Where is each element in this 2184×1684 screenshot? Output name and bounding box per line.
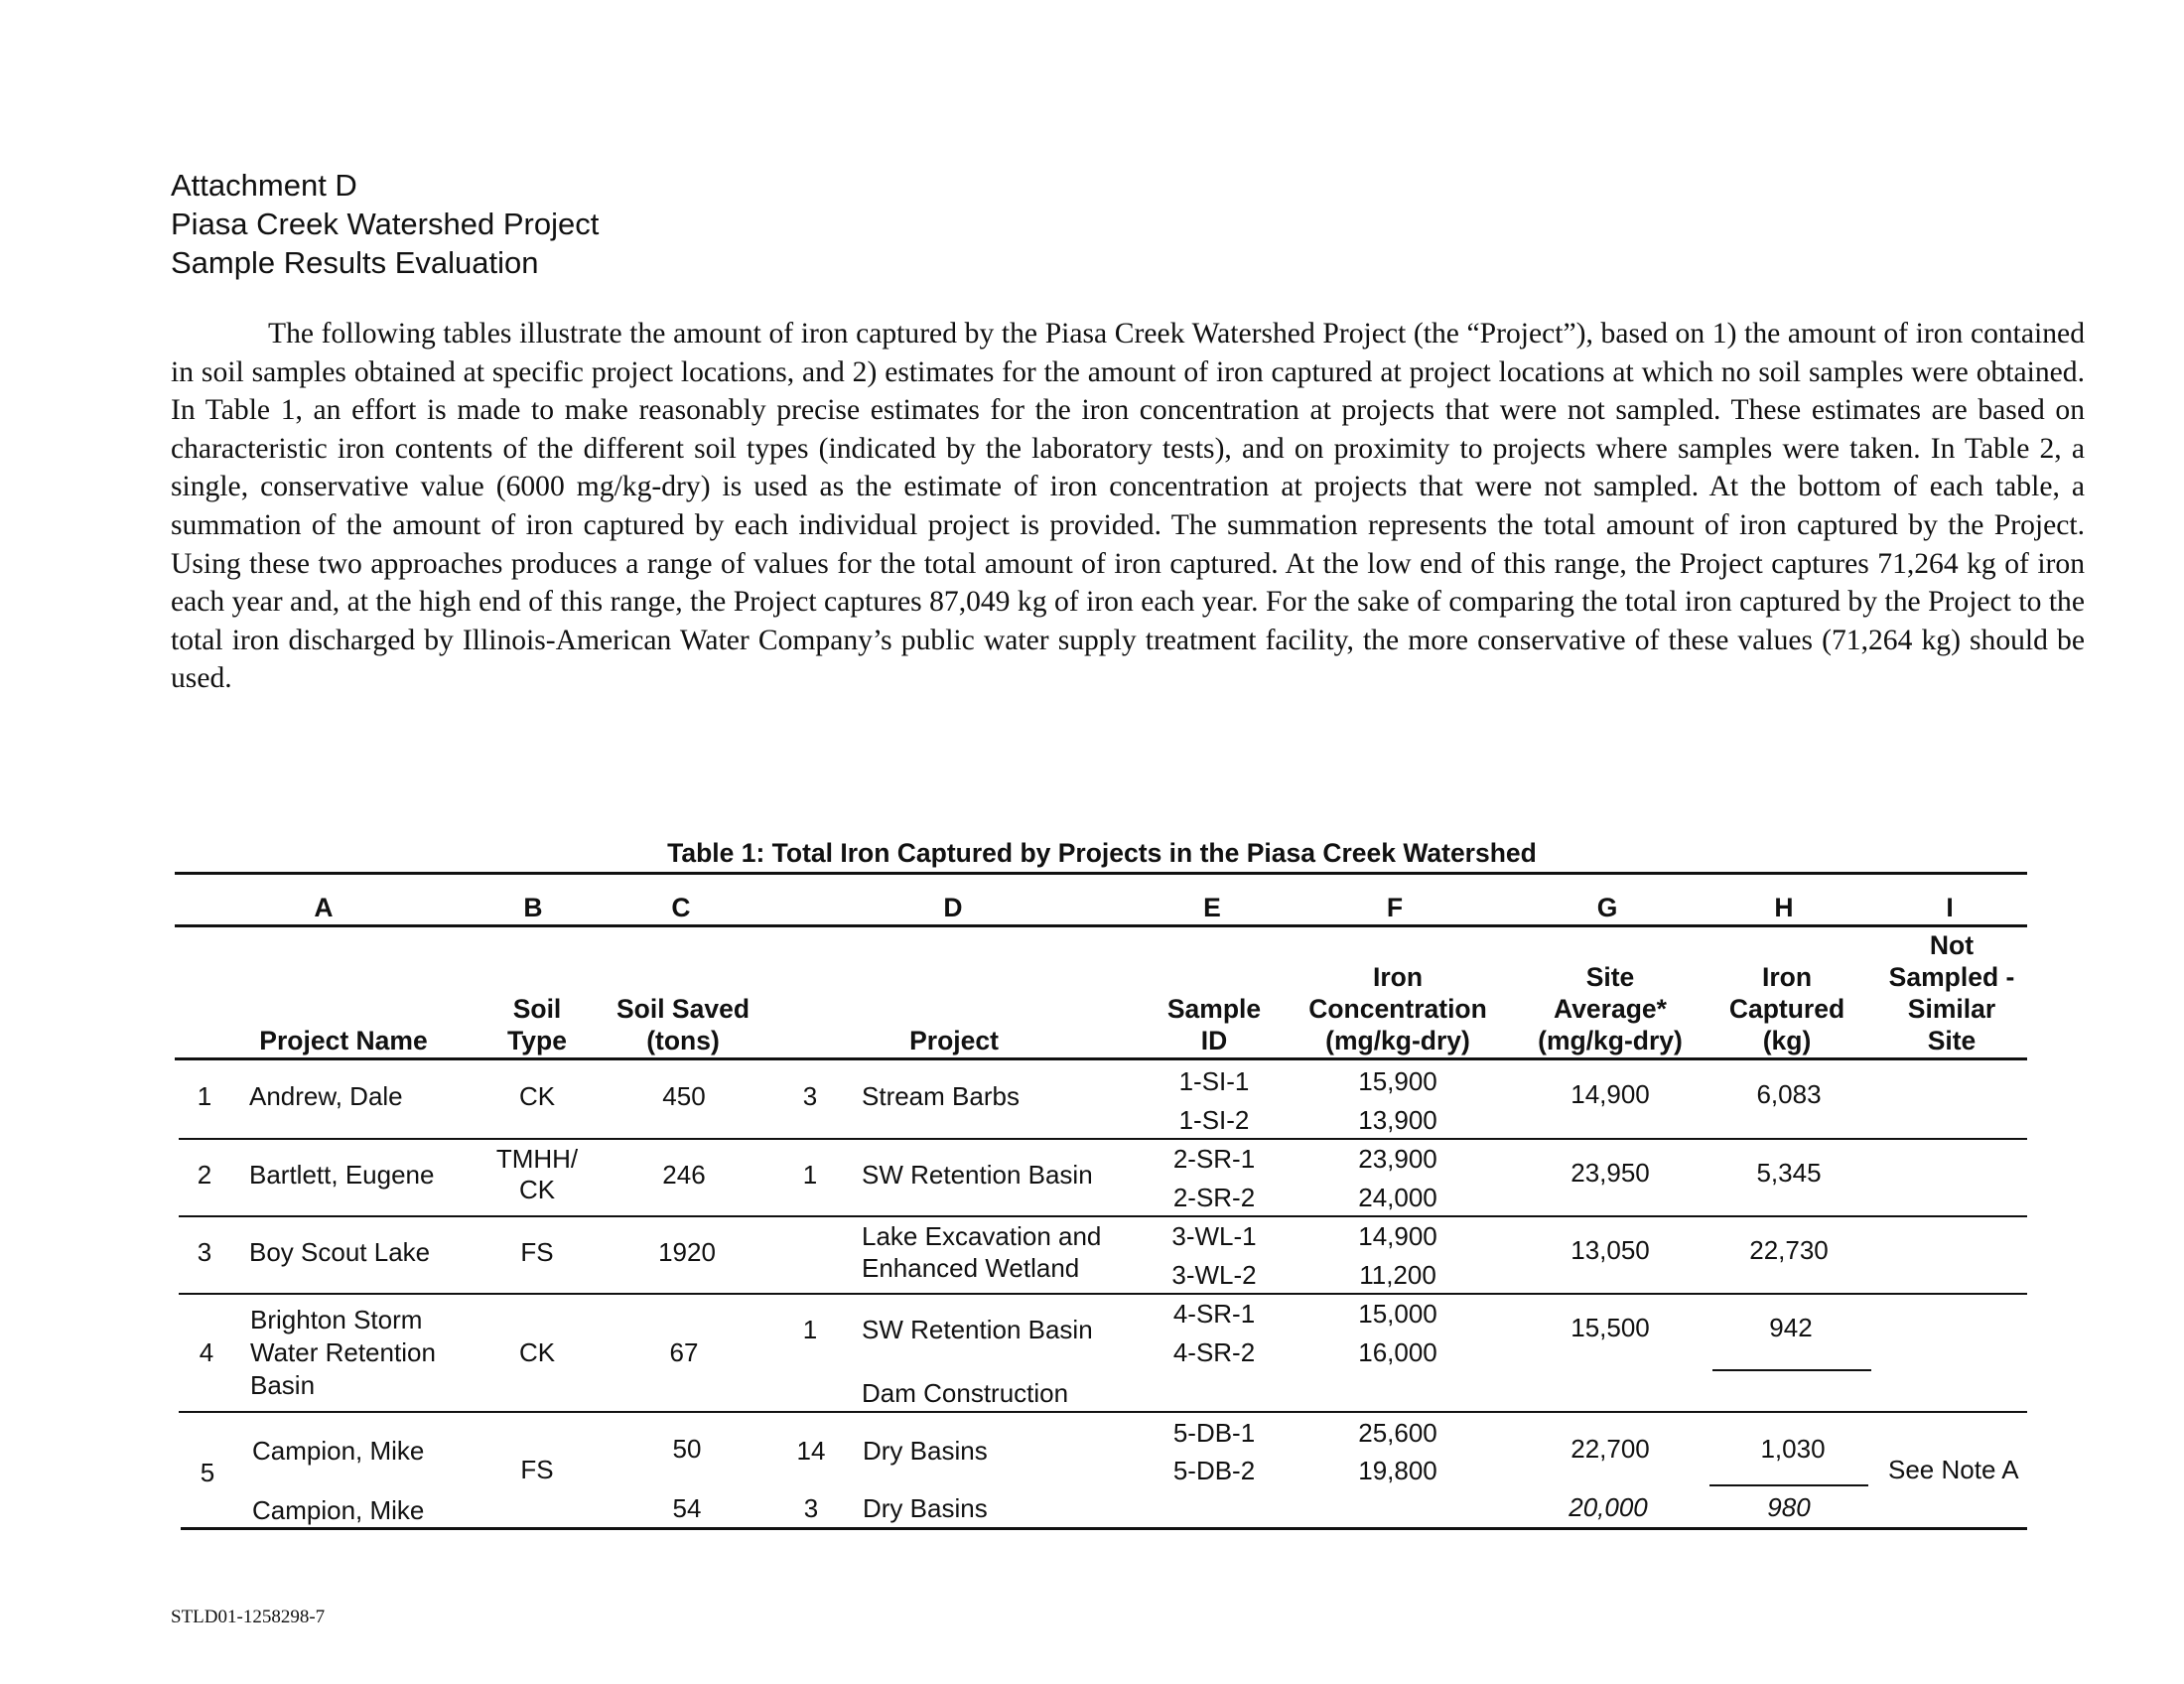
table-title: Table 1: Total Iron Captured by Projects in the Piasa Creek Watershed xyxy=(667,838,1537,868)
col-letter-f: F xyxy=(1386,893,1404,922)
row-iron-captured: 1,030 xyxy=(1760,1434,1826,1464)
row-number: 5 xyxy=(200,1458,215,1487)
header-soil-saved-unit: (tons) xyxy=(646,1026,720,1055)
table-bottom-rule xyxy=(181,1527,2027,1530)
row-project: SW Retention Basin xyxy=(862,1315,1093,1344)
row-divider xyxy=(179,1293,2027,1295)
col-letter-d: D xyxy=(943,893,963,922)
row-divider xyxy=(179,1215,2027,1217)
row-site-average: 14,900 xyxy=(1570,1079,1650,1109)
header-soil-saved: Soil Saved xyxy=(615,994,751,1024)
header-soil-type: Type xyxy=(507,1026,567,1055)
col-letter-h: H xyxy=(1774,893,1794,922)
row-concentration: 25,600 xyxy=(1358,1418,1437,1448)
row-project-count: 1 xyxy=(802,1315,818,1344)
row-project-count: 3 xyxy=(802,1081,818,1111)
row-project-name: Campion, Mike xyxy=(252,1436,425,1466)
header-captured-unit: (kg) xyxy=(1762,1026,1812,1055)
table-top-rule xyxy=(175,872,2027,875)
row-concentration: 15,000 xyxy=(1358,1299,1437,1329)
row-concentration: 24,000 xyxy=(1358,1183,1437,1212)
row-project: Enhanced Wetland xyxy=(862,1253,1080,1283)
row-soil-saved: 450 xyxy=(662,1081,706,1111)
col-letter-c: C xyxy=(671,893,691,922)
row-number: 1 xyxy=(197,1081,212,1111)
row-project: Dry Basins xyxy=(863,1493,988,1523)
row-soil-saved: 246 xyxy=(662,1160,706,1190)
row-soil-type: FS xyxy=(520,1237,554,1267)
row-site-average-estimate: 20,000 xyxy=(1569,1492,1648,1522)
header-project: Project xyxy=(909,1026,999,1055)
row-project: Dry Basins xyxy=(863,1436,988,1466)
row-concentration: 23,900 xyxy=(1358,1144,1437,1174)
row-site-average: 22,700 xyxy=(1570,1434,1650,1464)
row-concentration: 19,800 xyxy=(1358,1456,1437,1485)
row-iron-captured: 5,345 xyxy=(1756,1158,1822,1188)
subtotal-rule xyxy=(1709,1484,1868,1486)
row-soil-type: CK xyxy=(518,1081,556,1111)
header-sample: Sample xyxy=(1166,994,1262,1024)
row-project-count: 3 xyxy=(803,1493,819,1523)
row-divider xyxy=(179,1411,2027,1413)
row-soil-saved: 50 xyxy=(672,1434,702,1464)
row-site-average: 23,950 xyxy=(1570,1158,1650,1188)
row-project-name: Campion, Mike xyxy=(252,1495,425,1525)
row-iron-captured-estimate: 980 xyxy=(1767,1492,1811,1522)
row-concentration: 11,200 xyxy=(1359,1260,1436,1290)
header-sample-id: ID xyxy=(1200,1026,1228,1055)
heading-subtitle: Sample Results Evaluation xyxy=(171,245,539,280)
row-sample-id: 3-WL-2 xyxy=(1171,1260,1257,1290)
header-similar: Similar xyxy=(1907,994,1996,1024)
header-concentration-unit: (mg/kg-dry) xyxy=(1325,1026,1470,1055)
row-project: Stream Barbs xyxy=(862,1081,1020,1111)
row-project-name: Water Retention xyxy=(250,1337,436,1367)
row-soil-saved: 67 xyxy=(669,1337,699,1367)
row-note: See Note A xyxy=(1888,1455,2019,1484)
col-letter-a: A xyxy=(314,893,334,922)
row-sample-id: 2-SR-2 xyxy=(1172,1183,1256,1212)
row-concentration: 16,000 xyxy=(1358,1337,1437,1367)
row-number: 2 xyxy=(197,1160,212,1190)
heading-attachment: Attachment D xyxy=(171,168,357,203)
letters-rule xyxy=(175,924,2027,927)
header-captured: Captured xyxy=(1728,994,1845,1024)
row-iron-captured: 6,083 xyxy=(1756,1079,1822,1109)
row-sample-id: 5-DB-2 xyxy=(1172,1456,1256,1485)
row-project-count: 1 xyxy=(802,1160,818,1190)
row-concentration: 13,900 xyxy=(1358,1105,1437,1135)
header-average-unit: (mg/kg-dry) xyxy=(1538,1026,1683,1055)
row-iron-captured: 22,730 xyxy=(1749,1235,1829,1265)
header-iron-captured: Iron xyxy=(1761,962,1813,992)
col-letter-g: G xyxy=(1596,893,1618,922)
header-rule xyxy=(175,1057,2027,1060)
subtotal-rule xyxy=(1712,1369,1871,1371)
row-project-count: 14 xyxy=(796,1436,826,1466)
row-number: 3 xyxy=(197,1237,212,1267)
row-project-name: Andrew, Dale xyxy=(249,1081,403,1111)
row-sample-id: 1-SI-2 xyxy=(1178,1105,1250,1135)
row-site-average: 13,050 xyxy=(1570,1235,1650,1265)
row-concentration: 14,900 xyxy=(1358,1221,1437,1251)
header-site: Site xyxy=(1585,962,1635,992)
row-project: Lake Excavation and xyxy=(862,1221,1102,1251)
row-soil-type: CK xyxy=(518,1337,556,1367)
heading-project: Piasa Creek Watershed Project xyxy=(171,207,600,241)
row-soil-type: CK xyxy=(518,1175,556,1204)
intro-paragraph: The following tables illustrate the amount of iron captured by the Piasa Creek Watershed Project (the “Project”), based on 1) the amount of iron contained in soil samples obtained at specific project locations, and 2) estimates for the amount of iron captured at project locations at which no soil samples were obtained. In Table 1, an effort is made to make reasonably precise estimates for the iron concentration at projects that were not sampled. These estimates are based on characteristic iron contents of the different soil types (indicated by the laboratory tests), and on proximity to projects where samples were taken. In Table 2, a single, conservative value (6000 mg/kg-dry) is used as the estimate of iron concentration at projects that were not sampled. At the bottom of each table, a summation of the amount of iron captured by each individual project is provided. The summation represents the total amount of iron captured by the Project. Using these two approaches produces a range of values for the total amount of iron captured. At the low end of this range, the Project captures 71,264 kg of iron each year and, at the high end of this range, the Project captures 87,049 kg of iron each year. For the sake of comparing the total iron captured by the Project to the total iron discharged by Illinois-American Water Company’s public water supply treatment facility, the more conservative of these values (71,264 kg) should be used. xyxy=(171,318,2085,695)
row-project: Dam Construction xyxy=(862,1378,1069,1408)
row-project-name: Basin xyxy=(250,1370,316,1400)
row-project-name: Boy Scout Lake xyxy=(249,1237,431,1267)
row-sample-id: 4-SR-1 xyxy=(1172,1299,1256,1329)
row-site-average: 15,500 xyxy=(1570,1313,1650,1342)
row-sample-id: 5-DB-1 xyxy=(1172,1418,1256,1448)
row-iron-captured: 942 xyxy=(1769,1313,1813,1342)
row-project-name: Brighton Storm xyxy=(250,1305,423,1334)
row-sample-id: 4-SR-2 xyxy=(1172,1337,1256,1367)
header-site-i: Site xyxy=(1927,1026,1977,1055)
row-soil-saved: 1920 xyxy=(658,1237,716,1267)
row-project: SW Retention Basin xyxy=(862,1160,1093,1190)
col-letter-e: E xyxy=(1203,893,1221,922)
row-soil-type: FS xyxy=(520,1455,554,1484)
row-divider xyxy=(179,1138,2027,1140)
header-sampled: Sampled - xyxy=(1888,962,2015,992)
row-concentration: 15,900 xyxy=(1358,1066,1437,1096)
row-sample-id: 3-WL-1 xyxy=(1171,1221,1257,1251)
row-project-name: Bartlett, Eugene xyxy=(249,1160,435,1190)
header-not: Not xyxy=(1929,930,1975,960)
header-iron: Iron xyxy=(1372,962,1424,992)
row-sample-id: 1-SI-1 xyxy=(1178,1066,1250,1096)
header-project-name: Project Name xyxy=(259,1026,428,1055)
header-concentration: Concentration xyxy=(1308,994,1487,1024)
header-soil: Soil xyxy=(512,994,562,1024)
row-soil-saved: 54 xyxy=(672,1493,702,1523)
row-number: 4 xyxy=(199,1337,214,1367)
row-soil-type: TMHH/ xyxy=(495,1144,579,1174)
row-sample-id: 2-SR-1 xyxy=(1172,1144,1256,1174)
col-letter-i: I xyxy=(1946,893,1954,922)
header-average: Average* xyxy=(1554,994,1667,1024)
document-id: STLD01-1258298-7 xyxy=(171,1607,326,1627)
col-letter-b: B xyxy=(523,893,543,922)
